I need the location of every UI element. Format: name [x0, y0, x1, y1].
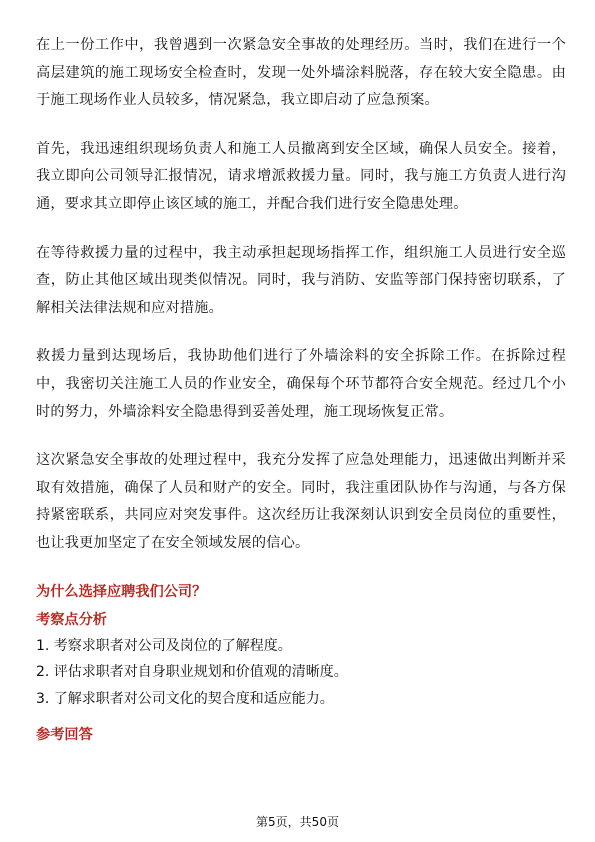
analysis-heading: 考察点分析	[36, 611, 107, 628]
paragraph-3: 在等待救援力量的过程中，我主动承担起现场指挥工作，组织施工人员进行安全巡查，防止其他区域出现类似情况。同时，我与消防、安监等部门保持密切联系，了解相关法律法规和应对措施。	[36, 244, 566, 316]
answer-heading: 参考回答	[36, 727, 93, 743]
document-body	[36, 32, 566, 748]
question-title: 为什么选择应聘我们公司？	[36, 583, 207, 600]
paragraph-1: 在上一份工作中，我曾遇到一次紧急安全事故的处理经历。当时，我们在进行一个高层建筑的施工现场安全检查时，发现一处外墙涂料脱落，存在较大安全隐患。由于施工现场作业人员较多，情况紧急，我立即启动了应急预案。	[36, 37, 566, 109]
analysis-list	[36, 633, 566, 713]
list-item: 3. 了解求职者对公司文化的契合度和适应能力。	[36, 690, 334, 707]
paragraph-4: 救援力量到达现场后，我协助他们进行了外墙涂料的安全拆除工作。在拆除过程中，我密切关注施工人员的作业安全，确保每个环节都符合安全规范。经过几个小时的努力，外墙涂料安全隐患得到妥善处理，施工现场恢复正常。	[36, 348, 566, 420]
list-item: 2. 评估求职者对自身职业规划和价值观的清晰度。	[36, 664, 348, 680]
list-item: 1. 考察求职者对公司及岗位的了解程度。	[36, 637, 292, 654]
paragraph-5: 这次紧急安全事故的处理过程中，我充分发挥了应急处理能力，迅速做出判断并采取有效措施，确保了人员和财产的安全。同时，我注重团队协作与沟通，与各方保持紧密联系，共同应对突发事件。这次经历让我深刻认识到安全员岗位的重要性，也让我更加坚定了在安全领域发展的信心。	[36, 452, 566, 551]
paragraph-2: 首先，我迅速组织现场负责人和施工人员撤离到安全区域，确保人员安全。接着，我立即向公司领导汇报情况，请求增派救援力量。同时，我与施工方负责人进行沟通，要求其立即停止该区域的施工，并配合我们进行安全隐患处理。	[36, 140, 566, 212]
page-number: 第5页，共50页	[256, 815, 339, 829]
